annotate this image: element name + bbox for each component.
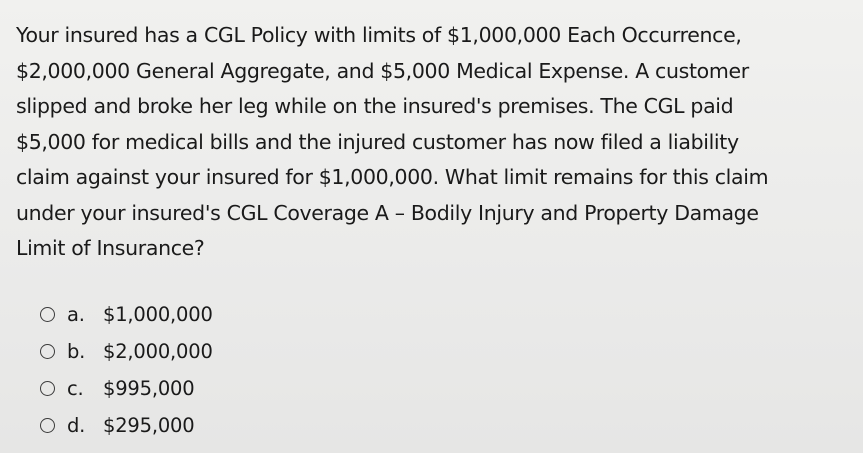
question-line: claim against your insured for $1,000,000. What limit remains for this claim	[16, 165, 769, 189]
option-b[interactable]	[40, 333, 213, 370]
option-label: $1,000,000	[103, 303, 213, 326]
question-line: Your insured has a CGL Policy with limits of $1,000,000 Each Occurrence,	[16, 23, 742, 47]
question-text	[16, 18, 846, 267]
option-label: $995,000	[103, 377, 195, 400]
option-c[interactable]	[40, 370, 213, 407]
option-a[interactable]	[40, 296, 213, 333]
option-d[interactable]	[40, 407, 213, 444]
option-label: $295,000	[103, 414, 195, 437]
radio-button[interactable]	[40, 418, 55, 433]
option-letter: a.	[67, 303, 85, 326]
answer-options	[40, 296, 213, 444]
question-line: slipped and broke her leg while on the insured's premises. The CGL paid	[16, 94, 734, 118]
radio-button[interactable]	[40, 307, 55, 322]
radio-button[interactable]	[40, 381, 55, 396]
question-line: $2,000,000 General Aggregate, and $5,000 Medical Expense. A customer	[16, 58, 749, 83]
option-letter: d.	[67, 414, 86, 437]
option-letter: b.	[67, 340, 86, 363]
question-line: Limit of Insurance?	[16, 236, 205, 260]
option-label: $2,000,000	[103, 340, 213, 363]
radio-button[interactable]	[40, 344, 55, 359]
question-line: under your insured's CGL Coverage A – Bodily Injury and Property Damage	[16, 200, 759, 225]
option-letter: c.	[67, 377, 84, 400]
question-line: $5,000 for medical bills and the injured customer has now filed a liability	[16, 129, 739, 154]
